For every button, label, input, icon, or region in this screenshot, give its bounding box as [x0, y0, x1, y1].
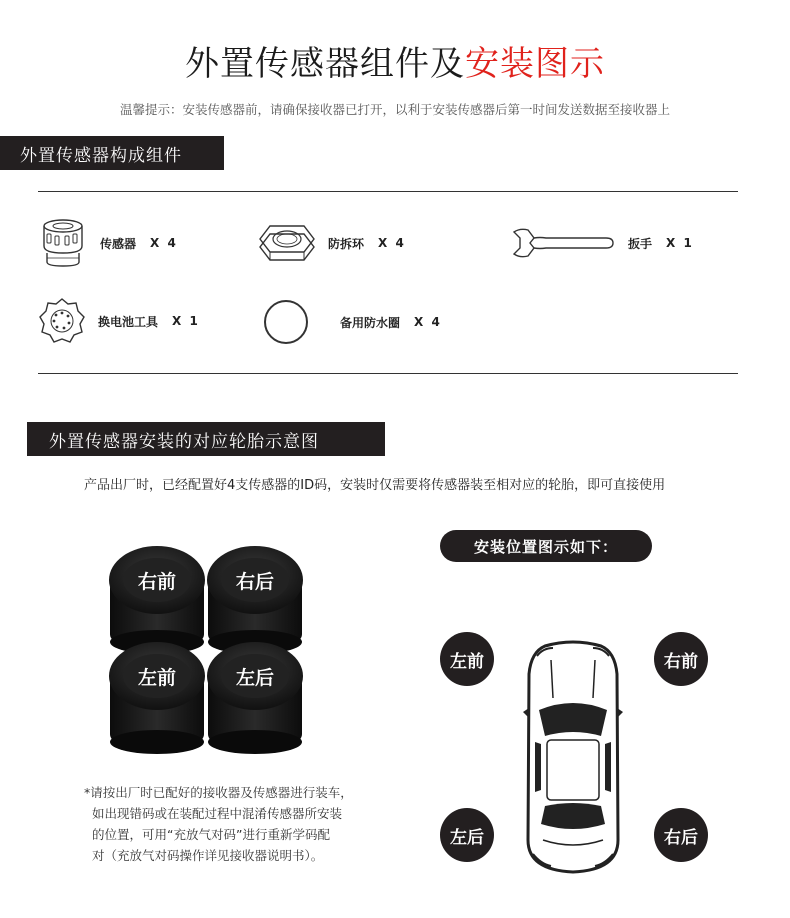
component-label: 传感器	[100, 236, 137, 251]
battery-tool-icon	[38, 296, 86, 346]
position-left-rear	[440, 808, 494, 862]
note-line: 对（充放气对码操作详见接收器说明书）。	[92, 848, 324, 863]
divider-bottom	[38, 373, 738, 374]
page-title-main: 外置传感器组件及	[185, 44, 465, 84]
diagram-title-text: 安装位置图示如下：	[473, 537, 618, 556]
sensor-caps-photo	[100, 540, 320, 770]
note-line: *请按出厂时已配好的接收器及传感器进行装车，	[84, 785, 353, 800]
cap-right-rear	[207, 546, 303, 654]
component-qty: X 1	[172, 314, 200, 328]
cap-left-front-label: 左前	[137, 667, 177, 689]
position-label: 左后	[450, 827, 484, 848]
position-label: 右前	[664, 651, 698, 672]
component-wrench	[510, 226, 694, 260]
note-line: 的位置，可用“充放气对码”进行重新学码配	[92, 827, 330, 842]
component-label: 备用防水圈	[340, 315, 401, 330]
components-heading	[0, 136, 224, 170]
wrench-icon	[510, 226, 616, 260]
component-anti-theft-nut	[258, 222, 406, 264]
divider-top	[38, 191, 738, 192]
sensor-caps-illustration	[100, 540, 320, 770]
components-heading-text: 外置传感器构成组件	[20, 145, 182, 166]
cap-left-rear	[207, 642, 303, 754]
position-right-front	[654, 632, 708, 686]
install-heading	[27, 422, 385, 456]
component-label: 换电池工具	[98, 314, 159, 329]
component-qty: X 4	[414, 315, 442, 329]
pairing-note	[84, 782, 394, 866]
page-title	[0, 36, 790, 85]
component-qty: X 4	[150, 236, 178, 250]
component-label: 防拆环	[328, 236, 365, 251]
install-intro: 产品出厂时，已经配置好4支传感器的ID码，安装时仅需要将传感器装至相对应的轮胎，即可直接使用	[84, 478, 666, 493]
cap-right-front	[109, 546, 205, 654]
component-o-ring	[262, 298, 442, 346]
component-qty: X 1	[666, 236, 694, 250]
component-battery-tool	[38, 296, 200, 346]
sensor-icon	[38, 216, 88, 270]
cap-right-front-label: 右前	[137, 571, 177, 593]
o-ring-icon	[262, 298, 310, 346]
component-qty: X 4	[378, 236, 406, 250]
note-line: 如出现错码或在装配过程中混淆传感器所安装	[92, 806, 343, 821]
position-left-front	[440, 632, 494, 686]
cap-left-rear-label: 左后	[235, 667, 275, 689]
install-tip: 温馨提示：安装传感器前，请确保接收器已打开，以利于安装传感器后第一时间发送数据至接收器上	[119, 102, 670, 117]
component-label: 扳手	[628, 236, 653, 251]
anti-theft-nut-icon	[258, 222, 316, 264]
position-label: 右后	[664, 827, 698, 848]
car-top-view-icon	[523, 640, 623, 876]
page-title-highlight: 安装图示	[465, 44, 605, 84]
cap-right-rear-label: 右后	[235, 571, 275, 593]
cap-left-front	[109, 642, 205, 754]
position-label: 左前	[450, 651, 484, 672]
diagram-title	[440, 530, 652, 562]
component-sensor	[38, 216, 178, 270]
position-right-rear	[654, 808, 708, 862]
install-heading-text: 外置传感器安装的对应轮胎示意图	[49, 431, 319, 452]
